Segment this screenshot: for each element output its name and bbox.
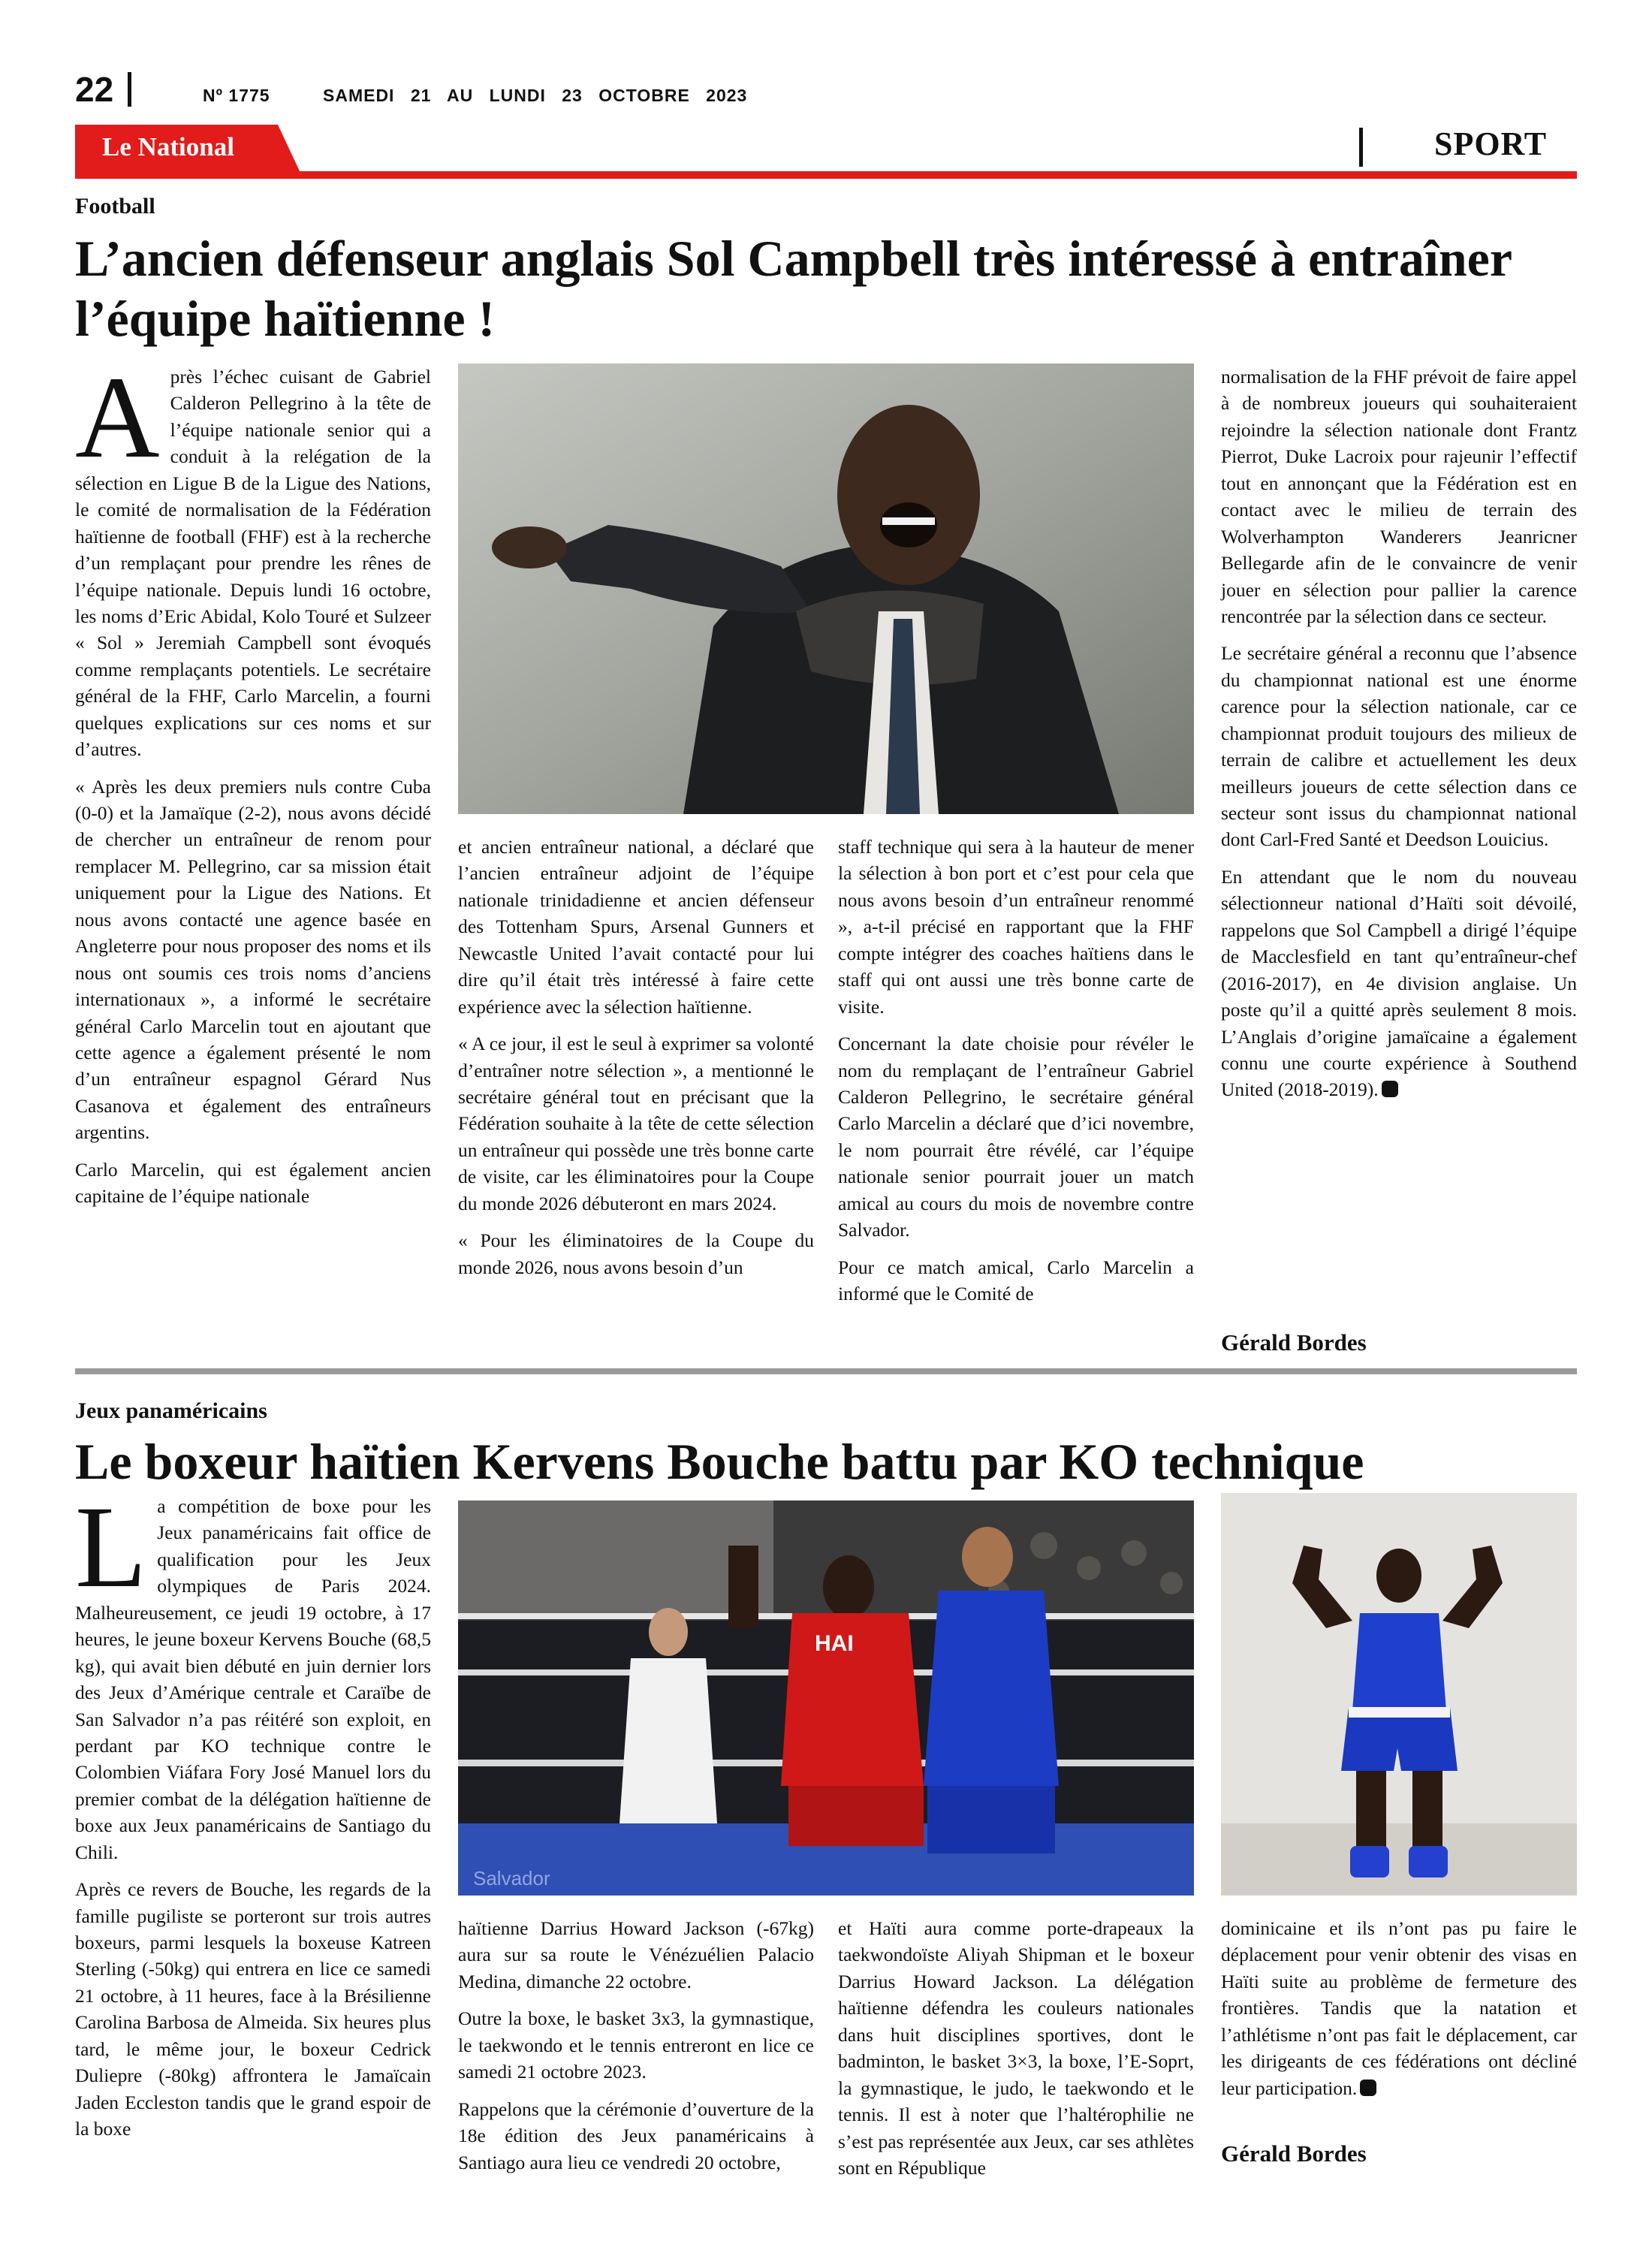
brand-logo: Le National [102, 132, 234, 161]
article2-kicker: Jeux panaméricains [75, 1398, 267, 1423]
section-title: SPORT [1434, 125, 1548, 162]
article2-column-3 [838, 1915, 1194, 2191]
issue-date: SAMEDI 21 AU LUNDI 23 OCTOBRE 2023 [323, 86, 748, 105]
article2-headline: Le boxeur haïtien Kervens Bouche battu par KO technique [75, 1433, 1364, 1490]
article1-dropcap: A [75, 352, 160, 482]
photo-floor-text: Salvador [473, 1867, 550, 1890]
article1-paragraph: staff technique qui sera à la hauteur de mener la sélection à bon port et c’est pour cela que nous avons besoin d’un entraîneur renommé », a-t-il précisé en rapportant que la FHF compte intégrer des coaches haïtiens dans le staff qui ont aussi une très bonne carte de visite. [838, 836, 1194, 1018]
article1-paragraph: Pour ce match amical, Carlo Marcelin a informé que le Comité de [838, 1256, 1194, 1304]
article1-paragraph: Concernant la date choisie pour révéler le nom du remplaçant de l’entraîneur Gabriel Calderon Pellegrino, le secrétaire général Carlo Marcelin a déclaré que d’ici novembre, le nom pourrait être révélé, car l’équipe nationale senior pourrait jouer un match amical au cours du mois de novembre contre Salvador. [838, 1033, 1194, 1241]
article2-paragraph: Outre la boxe, le basket 3x3, la gymnastique, le taekwondo et le tennis entreront en lice ce samedi 21 octobre 2023. [458, 2007, 814, 2083]
section-divider [1359, 128, 1363, 167]
article1-photo-campbell [458, 363, 1194, 814]
article1-paragraph: près l’échec cuisant de Gabriel Calderon Pellegrino à la tête de l’équipe nationale senior qui a conduit à la relégation de la sélection en Ligue B de la Ligue des Nations, le comité de normalisation de la Fédération haïtienne de football (FHF) est à la recherche d’un remplaçant pour prendre les rênes de l’équipe nationale. Depuis lundi 16 octobre, les noms d’Eric Abidal, Kolo Touré et Sulzeer « Sol » Jeremiah Campbell sont évoqués comme remplaçants potentiels. Le secrétaire général de la FHF, Carlo Marcelin, a fourni quelques explications sur ces noms et sur d’autres. [75, 366, 431, 761]
page-number-divider [128, 72, 131, 107]
issue-number: Nº 1775 [203, 86, 270, 105]
article2-paragraph: Après ce revers de Bouche, les regards de la famille pugiliste se porteront sur trois autres boxeurs, parmi lesquels la boxeuse Katreen Sterling (-50kg) qui entrera en lice ce samedi 21 octobre, à 11 heures, face à la Brésilienne Carolina Barbosa de Almeida. Six heures plus tard, le même jour, le boxeur Cedrick Duliepre (-80kg) affrontera le Jamaïcain Jaden Eccleston tandis que le grand espoir de la boxe [75, 1878, 431, 2140]
article2-paragraph: dominicaine et ils n’ont pas pu faire le déplacement pour venir obtenir des visas en Haïti suite au problème de fermeture des frontières. Tandis que la natation et l’athlétisme n’ont pas fait le déplacement, car les dirigeants de ces fédérations ont décliné leur participation. [1221, 1917, 1577, 2099]
article1-column-3 [838, 834, 1194, 1317]
article2-photo-boxer [1221, 1493, 1577, 1896]
header-rule [75, 171, 1577, 179]
end-mark-icon [1382, 1081, 1398, 1097]
article1-author: Gérald Bordes [1221, 1329, 1367, 1356]
article-divider [75, 1368, 1577, 1374]
article2-column-4 [1221, 1915, 1577, 2112]
end-mark-icon [1360, 2080, 1376, 2096]
article2-dropcap: L [75, 1482, 147, 1612]
article2-paragraph: Rappelons que la cérémonie d’ouverture de la 18e édition des Jeux panaméricains à Santiago aura lieu ce vendredi 20 octobre, [458, 2098, 814, 2173]
article2-photo-ring [458, 1500, 1194, 1896]
photo-banner-text: HAI [815, 1631, 854, 1656]
article1-kicker: Football [75, 194, 155, 219]
article1-paragraph: normalisation de la FHF prévoit de faire appel à de nombreux joueurs qui souhaiteraient rejoindre la sélection nationale dont Frantz Pierrot, Duke Lacroix pour rajeunir l’effectif tout en annonçant que la Fédération est en contact avec le milieu de terrain des Wolverhampton Wanderers Jeanricner Bellegarde afin de le convaincre de venir jouer en sélection pour pallier la carence rencontrée par la sélection dans ce secteur. [1221, 366, 1577, 627]
article1-column-2 [458, 834, 814, 1291]
article2-paragraph: haïtienne Darrius Howard Jackson (-67kg) aura sur sa route le Vénézuélien Palacio Medina, dimanche 22 octobre. [458, 1917, 814, 1992]
article1-column-4 [1221, 363, 1577, 1114]
article1-paragraph: « Pour les éliminatoires de la Coupe du monde 2026, nous avons besoin d’un [458, 1229, 814, 1278]
article1-paragraph: « Après les deux premiers nuls contre Cuba (0-0) et la Jamaïque (2-2), nous avons décidé de chercher un entraîneur de renom pour remplacer M. Pellegrino, car sa mission était uniquement pour la Ligue des Nations. Et nous avons contacté une agence basée en Angleterre pour nous proposer des noms et ils nous ont soumis ces trois noms d’anciens internationaux », a informé le secrétaire général Carlo Marcelin tout en ajoutant que cette agence a également présenté le nom d’un entraîneur espagnol Gérard Nus Casanova et également des entraîneurs argentins. [75, 775, 431, 1144]
article1-paragraph: Carlo Marcelin, qui est également ancien capitaine de l’équipe nationale [75, 1158, 431, 1208]
article2-column-2 [458, 1915, 814, 2186]
article1-column-1 [75, 352, 431, 1220]
article1-paragraph: « A ce jour, il est le seul à exprimer sa volonté d’entraîner notre sélection », a mentionné le secrétaire général tout en précisant que la Fédération souhaite à la tête de cette sélection un entraîneur qui possède une très bonne carte de visite, car les éliminatoires pour la Coupe du monde 2026 débuteront en mars 2024. [458, 1033, 814, 1214]
article2-author: Gérald Bordes [1221, 2140, 1367, 2167]
page-number: 22 [75, 70, 114, 109]
article2-paragraph: et Haïti aura comme porte-drapeaux la taekwondoïste Aliyah Shipman et le boxeur Darrius Howard Jackson. La délégation haïtienne défendra les couleurs nationales dans huit disciplines sportives, dont le badminton, le basket 3×3, la boxe, l’E-Soprt, la gymnastique, le judo, le taekwondo et le tennis. Il est à noter que l’haltérophilie ne s’est pas représentée aux Jeux, car ses athlètes sont en République [838, 1917, 1194, 2179]
article1-headline: L’ancien défenseur anglais Sol Campbell très intéressé à entraîner l’équipe haïtienne ! [75, 230, 1512, 348]
article1-paragraph: En attendant que le nom du nouveau sélectionneur national d’Haïti soit dévoilé, rappelons que Sol Campbell a dirigé l’équipe de Macclesfield en tant qu’entraîneur-chef (2016-2017), en 4e division anglaise. Un poste qu’il a quitté après seulement 8 mois. L’Anglais d’origine jamaïcaine a également connu une courte expérience à Southend United (2018-2019). [1221, 865, 1577, 1101]
article1-paragraph: Le secrétaire général a reconnu que l’absence du championnat national est une énorme carence pour la sélection nationale, car ce championnat produit toujours des milieux de terrain de calibre et actuellement les deux meilleurs joueurs de cette sélection dans ce secteur sont issus du championnat national dont Carl-Fred Santé et Deedson Louicius. [1221, 642, 1577, 851]
article1-paragraph: et ancien entraîneur national, a déclaré que l’ancien entraîneur adjoint de l’équipe nationale trinidadienne et ancien défenseur des Tottenham Spurs, Arsenal Gunners et Newcastle United l’avait contacté pour lui dire qu’il était très intéressé à faire cette expérience avec la sélection haïtienne. [458, 836, 814, 1018]
article2-column-1 [75, 1482, 431, 2153]
article2-paragraph: a compétition de boxe pour les Jeux panaméricains fait office de qualification pour les Jeux olympiques de Paris 2024. Malheureusement, ce jeudi 19 octobre, à 17 heures, le jeune boxeur Kervens Bouche (68,5 kg), qui avait bien débuté en juin dernier lors des Jeux d’Amérique centrale et Caraïbe de San Salvador n’a pas réitéré son exploit, en perdant par KO technique contre le Colombien Viáfara Fory José Manuel lors du premier combat de la délégation haïtienne de boxe aux Jeux panaméricains de Santiago du Chili. [75, 1495, 431, 1863]
